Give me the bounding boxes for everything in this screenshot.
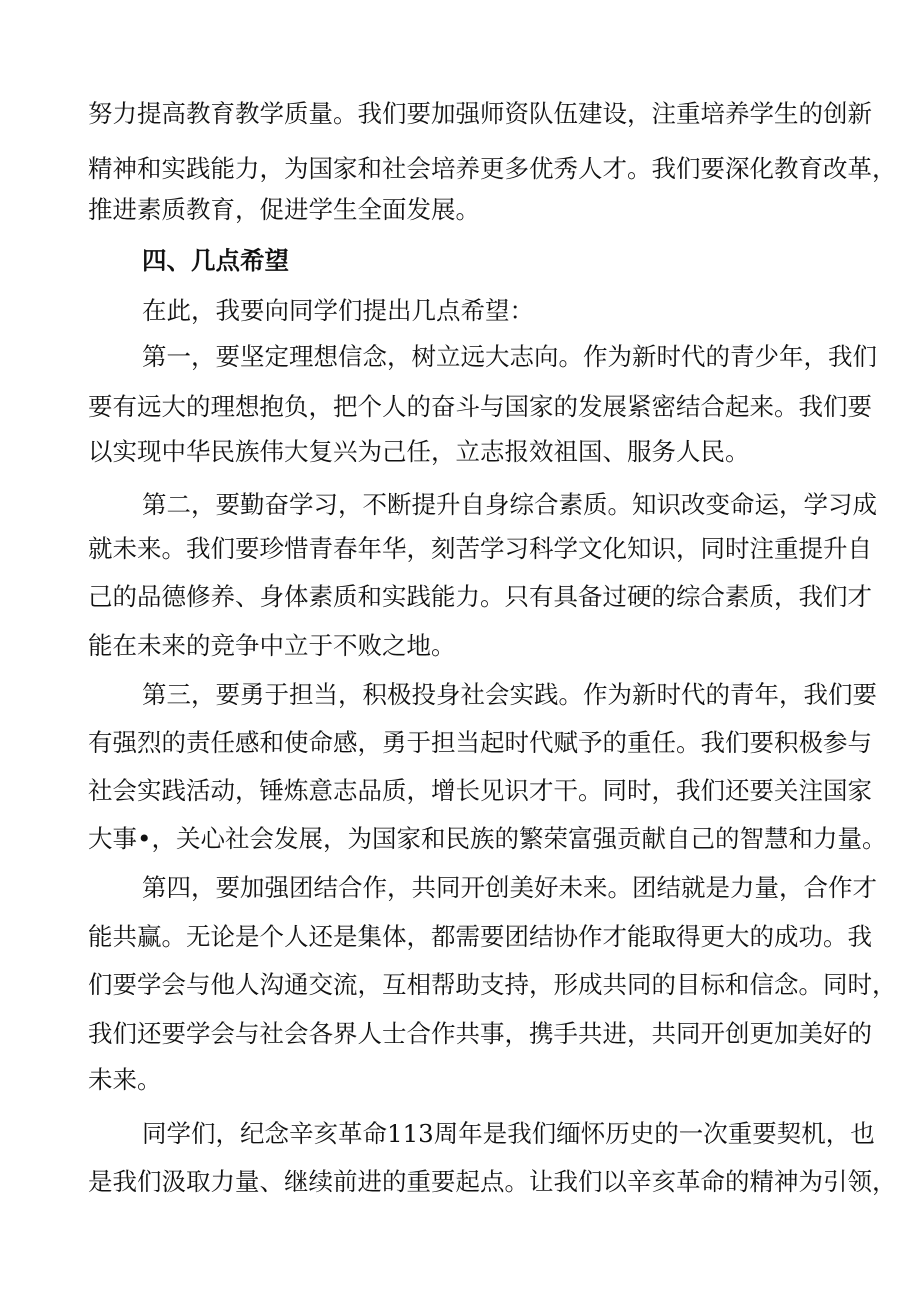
paragraph-line: 们要学会与他人沟通交流，互相帮助支持，形成共同的目标和信念。同时， [88,970,897,999]
paragraph-line: 以实现中华民族伟大复兴为己任，立志报效祖国、服务人民。 [88,437,750,466]
paragraph-line: 能在未来的竞争中立于不败之地。 [88,631,456,660]
paragraph-line: 未来。 [88,1065,162,1094]
paragraph-line: 第一，要坚定理想信念，树立远大志向。作为新时代的青少年，我们 [142,342,877,371]
paragraph-line: 大事•，关心社会发展，为国家和民族的繁荣富强贡献自己的智慧和力量。 [88,824,887,853]
paragraph-line: 我们还要学会与社会各界人士合作共事，携手共进，共同开创更加美好的 [88,1019,872,1048]
paragraph-line: 有强烈的责任感和使命感，勇于担当起时代赋予的重任。我们要积极参与 [88,728,872,757]
paragraph-line: 精神和实践能力，为国家和社会培养更多优秀人才。我们要深化教育改革， [88,154,897,183]
paragraph-line: 第二，要勤奋学习，不断提升自身综合素质。知识改变命运，学习成 [142,490,877,519]
paragraph-line: 第三，要勇于担当，积极投身社会实践。作为新时代的青年，我们要 [142,680,877,709]
paragraph-line: 是我们汲取力量、继续前进的重要起点。让我们以辛亥革命的精神为引领， [88,1167,897,1196]
section-heading: 四、几点希望 [142,246,289,275]
paragraph-line: 在此，我要向同学们提出几点希望： [142,296,534,325]
paragraph-line: 就未来。我们要珍惜青春年华，刻苦学习科学文化知识，同时注重提升自 [88,534,872,563]
paragraph-line: 推进素质教育，促进学生全面发展。 [88,195,480,224]
paragraph-line: 己的品德修养、身体素质和实践能力。只有具备过硬的综合素质，我们才 [88,582,872,611]
paragraph-line: 第四，要加强团结合作，共同开创美好未来。团结就是力量，合作才 [142,873,877,902]
paragraph-line: 要有远大的理想抱负，把个人的奋斗与国家的发展紧密结合起来。我们要 [88,392,872,421]
paragraph-line: 同学们，纪念辛亥革命113周年是我们缅怀历史的一次重要契机，也 [142,1119,875,1148]
paragraph-line: 努力提高教育教学质量。我们要加强师资队伍建设，注重培养学生的创新 [88,99,872,128]
paragraph-line: 社会实践活动，锤炼意志品质，增长见识才干。同时，我们还要关注国家 [88,776,872,805]
paragraph-line: 能共赢。无论是个人还是集体，都需要团结协作才能取得更大的成功。我 [88,922,872,951]
